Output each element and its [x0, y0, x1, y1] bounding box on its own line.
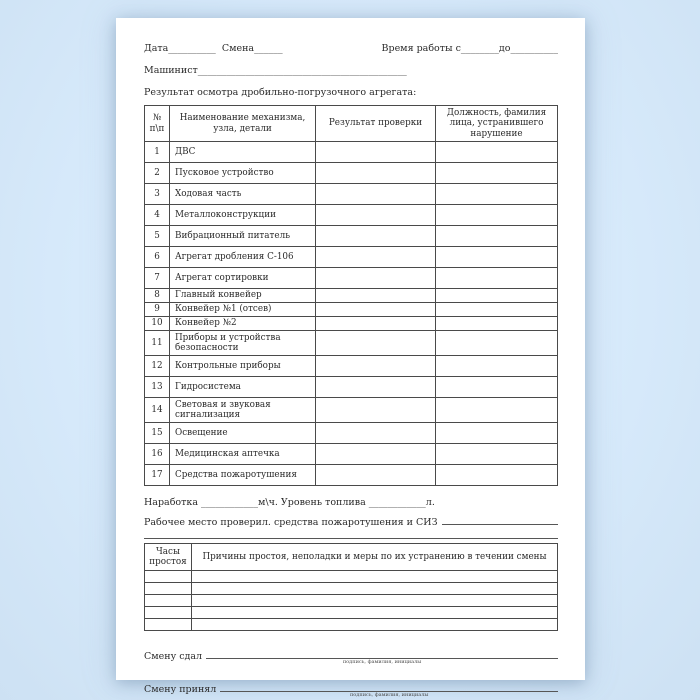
row-number: 8: [145, 289, 170, 303]
inspection-row: [145, 398, 558, 423]
inspection-col-header-name: Наименование механизма, узла, детали: [170, 106, 316, 142]
shift-handed-caption: подпись, фамилия, инициалы: [342, 659, 422, 666]
row-name: Приборы и устройства безопасности: [170, 331, 316, 356]
row-name: Агрегат сортировки: [170, 268, 316, 289]
inspection-col-header-result: Результат проверки: [316, 106, 436, 142]
row-name: Средства пожаротушения: [170, 465, 316, 486]
row-result: [316, 163, 436, 184]
shift-accepted-row: [144, 681, 558, 699]
row-number: 9: [145, 303, 170, 317]
row-name: Конвейер №1 (отсев): [170, 303, 316, 317]
inspection-col-header-num: № п\п: [145, 106, 170, 142]
inspection-col-header-resolver: Должность, фамилия лица, устранившего нарушение: [436, 106, 558, 142]
row-number: 7: [145, 268, 170, 289]
downtime-row: [145, 607, 558, 619]
inspection-row: [145, 423, 558, 444]
row-resolver: [436, 184, 558, 205]
shift-handed-signature-line: [206, 648, 558, 666]
inspection-row: [145, 465, 558, 486]
row-number: 12: [145, 356, 170, 377]
row-name: Пусковое устройство: [170, 163, 316, 184]
downtime-hours-cell: [145, 571, 192, 583]
row-result: [316, 398, 436, 423]
downtime-reason-cell: [192, 571, 558, 583]
row-name: Контрольные приборы: [170, 356, 316, 377]
form-header-row: [144, 43, 558, 54]
row-result: [316, 142, 436, 163]
inspection-row: [145, 184, 558, 205]
row-resolver: [436, 317, 558, 331]
inspection-row: [145, 377, 558, 398]
downtime-hours-cell: [145, 619, 192, 631]
downtime-row: [145, 595, 558, 607]
inspection-row: [145, 268, 558, 289]
date-field: Дата__________: [144, 43, 216, 54]
date-shift-group: [144, 43, 283, 54]
row-resolver: [436, 142, 558, 163]
shift-field: Смена______: [221, 43, 283, 54]
workplace-check-blank-line2: [144, 531, 558, 539]
row-resolver: [436, 423, 558, 444]
downtime-hours-cell: [145, 595, 192, 607]
downtime-col-header-reasons: Причины простоя, неполадки и меры по их устранению в течении смены: [192, 544, 558, 571]
downtime-reason-cell: [192, 595, 558, 607]
row-number: 1: [145, 142, 170, 163]
row-number: 5: [145, 226, 170, 247]
row-result: [316, 303, 436, 317]
inspection-row: [145, 247, 558, 268]
row-result: [316, 331, 436, 356]
row-number: 11: [145, 331, 170, 356]
row-name: Гидросистема: [170, 377, 316, 398]
row-name: Световая и звуковая сигнализация: [170, 398, 316, 423]
row-result: [316, 268, 436, 289]
shift-handed-label: Смену сдал: [144, 651, 203, 663]
row-resolver: [436, 356, 558, 377]
downtime-hours-cell: [145, 583, 192, 595]
row-number: 15: [145, 423, 170, 444]
row-result: [316, 356, 436, 377]
inspection-row: [145, 356, 558, 377]
row-number: 2: [145, 163, 170, 184]
form-page: [116, 18, 585, 699]
workplace-check-field: Рабочее место проверил. средства пожаротушения и СИЗ: [144, 517, 438, 529]
downtime-reason-cell: [192, 583, 558, 595]
row-result: [316, 377, 436, 398]
inspection-row: [145, 303, 558, 317]
row-result: [316, 247, 436, 268]
downtime-col-header-hours: Часы простоя: [145, 544, 192, 571]
row-name: Освещение: [170, 423, 316, 444]
row-number: 16: [145, 444, 170, 465]
inspection-table-header: [145, 106, 558, 142]
work-time-field: Время работы с________до__________: [381, 43, 558, 54]
downtime-table: [144, 543, 558, 631]
row-number: 10: [145, 317, 170, 331]
inspection-row: [145, 317, 558, 331]
row-number: 3: [145, 184, 170, 205]
downtime-table-body: [145, 571, 558, 631]
shift-handed-row: [144, 648, 558, 666]
row-result: [316, 423, 436, 444]
inspection-row: [145, 226, 558, 247]
row-name: Ходовая часть: [170, 184, 316, 205]
workplace-check-row: [144, 515, 558, 528]
inspection-row: [145, 331, 558, 356]
row-resolver: [436, 163, 558, 184]
inspection-table-body: [145, 142, 558, 486]
row-result: [316, 184, 436, 205]
downtime-row: [145, 619, 558, 631]
row-number: 13: [145, 377, 170, 398]
downtime-row: [145, 583, 558, 595]
row-result: [316, 226, 436, 247]
row-resolver: [436, 377, 558, 398]
downtime-hours-cell: [145, 607, 192, 619]
downtime-reason-cell: [192, 619, 558, 631]
shift-accepted-label: Смену принял: [144, 684, 217, 696]
workplace-check-blank: [442, 515, 559, 525]
operating-hours-field: Наработка ____________м\ч. Уровень топлива ____________л.: [144, 497, 435, 509]
row-resolver: [436, 398, 558, 423]
downtime-row: [145, 571, 558, 583]
inspection-row: [145, 289, 558, 303]
row-name: Конвейер №2: [170, 317, 316, 331]
form-intro: Результат осмотра дробильно-погрузочного агрегата:: [144, 87, 417, 98]
row-name: ДВС: [170, 142, 316, 163]
row-number: 17: [145, 465, 170, 486]
row-name: Медицинская аптечка: [170, 444, 316, 465]
shift-accepted-signature-line: [220, 681, 558, 699]
row-result: [316, 205, 436, 226]
shift-accepted-caption: подпись, фамилия, инициалы: [349, 692, 429, 699]
row-name: Главный конвейер: [170, 289, 316, 303]
row-resolver: [436, 289, 558, 303]
inspection-row: [145, 205, 558, 226]
inspection-row: [145, 444, 558, 465]
row-number: 4: [145, 205, 170, 226]
row-resolver: [436, 205, 558, 226]
row-result: [316, 317, 436, 331]
inspection-row: [145, 142, 558, 163]
inspection-table: [144, 105, 558, 486]
machinist-field: Машинист____________________________________________: [144, 65, 407, 76]
row-number: 6: [145, 247, 170, 268]
downtime-reason-cell: [192, 607, 558, 619]
inspection-row: [145, 163, 558, 184]
row-name: Вибрационный питатель: [170, 226, 316, 247]
downtime-table-header: [145, 544, 558, 571]
row-resolver: [436, 247, 558, 268]
row-number: 14: [145, 398, 170, 423]
row-result: [316, 289, 436, 303]
row-name: Металлоконструкции: [170, 205, 316, 226]
row-resolver: [436, 226, 558, 247]
row-resolver: [436, 303, 558, 317]
row-resolver: [436, 444, 558, 465]
row-resolver: [436, 331, 558, 356]
row-result: [316, 465, 436, 486]
row-name: Агрегат дробления С-106: [170, 247, 316, 268]
row-resolver: [436, 268, 558, 289]
row-result: [316, 444, 436, 465]
row-resolver: [436, 465, 558, 486]
